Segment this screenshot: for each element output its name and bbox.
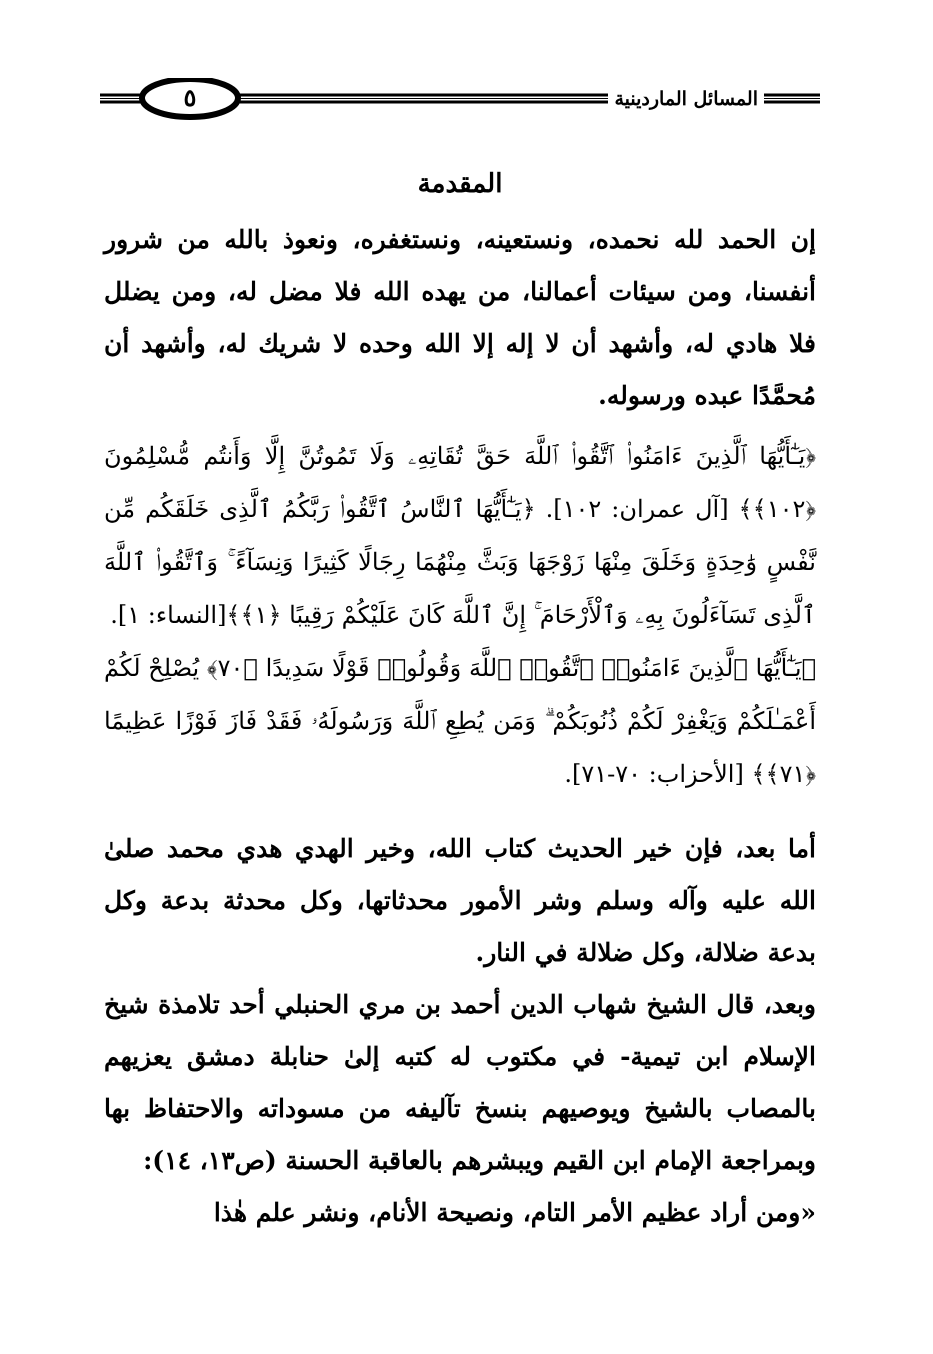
quran-verses-block-2: ﴿يَـٰٓأَيُّهَا ٱلَّذِينَ ءَامَنُوا۟ ٱتَّقُوا۟ ٱللَّهَ وَقُولُوا۟ قَوْلًا سَدِيدًا ﴿٧٠﴾ يُصْلِحْ لَكُمْ أَعْمَـٰلَكُمْ وَيَغْفِرْ لَكُمْ ذُنُوبَكُمْ ۗ وَمَن يُطِعِ ٱللَّهَ وَرَسُولَهُۥ فَقَدْ فَازَ فَوْزًا عَظِيمًا ﴿٧١﴾﴾ [الأحزاب: ٧٠-٧١]. [104,654,817,788]
running-title: المسائل الماردينية [608,85,764,113]
page-number: ٥ [183,83,197,112]
intro-paragraph: إن الحمد لله نحمده، ونستعينه، ونستغفره، ونعوذ بالله من شرور أنفسنا، ومن سيئات أعمالنا، من يهده الله فلا مضل له، ومن يضلل فلا هادي له، وأشهد أن لا إله إلا الله وحده لا شريك له، وأشهد أن مُحمَّدًا عبده ورسوله. [104,225,816,410]
page-header [100,78,820,122]
quran-verses-block-1: ﴿يَـٰٓأَيُّهَا ٱلَّذِينَ ءَامَنُوا۟ ٱتَّقُوا۟ ٱللَّهَ حَقَّ تُقَاتِهِۦ وَلَا تَمُوتُنَّ إِلَّا وَأَنتُم مُّسْلِمُونَ ﴿١٠٢﴾﴾ [آل عمران: ١٠٢]. ﴿يَـٰٓأَيُّهَا ٱلنَّاسُ ٱتَّقُوا۟ رَبَّكُمُ ٱلَّذِى خَلَقَكُم مِّن نَّفْسٍ وَٰحِدَةٍ وَخَلَقَ مِنْهَا زَوْجَهَا وَبَثَّ مِنْهُمَا رِجَالًا كَثِيرًا وَنِسَآءً ۚ وَٱتَّقُوا۟ ٱللَّهَ ٱلَّذِى تَسَآءَلُونَ بِهِۦ وَٱلْأَرْحَامَ ۚ إِنَّ ٱللَّهَ كَانَ عَلَيْكُمْ رَقِيبًا ﴿١﴾﴾[النساء: ١]. [104,442,816,629]
spacer [104,422,816,430]
paragraph-4: «ومن أراد عظيم الأمر التام، ونصيحة الأنام، ونشر علم هٰذا [213,1198,816,1227]
paragraph-2: أما بعد، فإن خير الحديث كتاب الله، وخير الهدي هدي محمد صلىٰ الله عليه وآله وسلم وشر الأمور محدثاتها، وكل محدثة بدعة وكل بدعة ضلالة، وكل ضلالة في النار. [104,834,816,967]
page-body [104,160,816,1239]
paragraph-3: وبعد، قال الشيخ شهاب الدين أحمد بن مري الحنبلي أحد تلامذة شيخ الإسلام ابن تيمية- في مكتوب له كتبه إلىٰ حنابلة دمشق يعزيهم بالمصاب بالشيخ ويوصيهم بنسخ تآليفه من مسوداته والاحتفاظ بها وبمراجعة الإمام ابن القيم ويبشرهم بالعاقبة الحسنة (ص١٣، ١٤): [104,990,816,1175]
section-heading: المقدمة [417,169,503,199]
spacer [104,801,816,823]
